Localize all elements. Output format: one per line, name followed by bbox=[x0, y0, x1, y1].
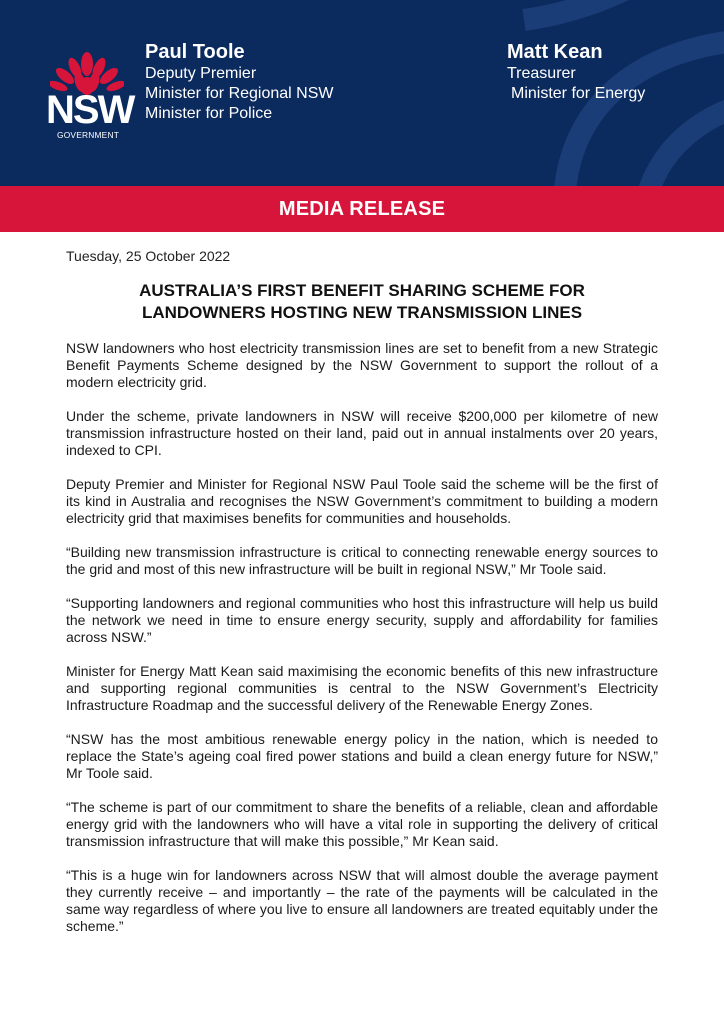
headline-line: AUSTRALIA’S FIRST BENEFIT SHARING SCHEME FOR bbox=[139, 281, 585, 300]
minister-role: Minister for Energy bbox=[511, 85, 646, 102]
body-paragraph: “This is a huge win for landowners across NSW that will almost double the average payment they currently receive – and importantly – the rate of the payments will be calculated in the same way regardless of where you live to ensure all landowners are treated equitably under the scheme.” bbox=[66, 867, 658, 934]
minister-role: Deputy Premier bbox=[145, 65, 257, 82]
body-paragraph: “Supporting landowners and regional communities who host this infrastructure will help us build the network we need in time to ensure energy security, supply and affordability for families across NSW.” bbox=[66, 595, 658, 645]
minister-role: Treasurer bbox=[507, 65, 576, 82]
minister-name: Paul Toole bbox=[145, 41, 245, 63]
body-paragraph: “The scheme is part of our commitment to share the benefits of a reliable, clean and affordable energy grid with the landowners who will have a vital role in supporting the delivery of critical transmission infrastructure that will make this possible,” Mr Kean said. bbox=[66, 799, 658, 849]
body-paragraph: “Building new transmission infrastructure is critical to connecting renewable energy sources to the grid and most of this new infrastructure will be built in regional NSW,” Mr Toole said. bbox=[66, 544, 658, 577]
media-release-band bbox=[0, 186, 724, 232]
minister-name: Matt Kean bbox=[507, 41, 603, 63]
logo-subtitle: GOVERNMENT bbox=[56, 130, 120, 140]
letterhead-header bbox=[0, 0, 724, 186]
minister-block-toole bbox=[145, 40, 334, 124]
body-paragraph: Minister for Energy Matt Kean said maximising the economic benefits of this new infrastructure and supporting regional communities is central to the NSW Government’s Electricity Infrastructure Roadmap and the successful delivery of the Renewable Energy Zones. bbox=[66, 663, 658, 713]
body-paragraph: “NSW has the most ambitious renewable energy policy in the nation, which is needed to replace the State’s ageing coal fired power stations and build a clean energy future for NSW,” Mr Toole said. bbox=[66, 731, 658, 781]
logo-wordmark: NSW bbox=[46, 88, 134, 132]
release-body bbox=[66, 340, 658, 952]
body-paragraph: Deputy Premier and Minister for Regional NSW Paul Toole said the scheme will be the first of its kind in Australia and recognises the NSW Government’s commitment to building a modern electricity grid that maximises benefits for communities and households. bbox=[66, 476, 658, 526]
minister-role: Minister for Regional NSW bbox=[145, 85, 334, 102]
minister-role: Minister for Police bbox=[145, 105, 273, 122]
body-paragraph: NSW landowners who host electricity transmission lines are set to benefit from a new Strategic Benefit Payments Scheme designed by the NSW Government to support the rollout of a modern electricity grid. bbox=[66, 340, 658, 390]
minister-block-kean bbox=[507, 40, 645, 104]
nsw-government-logo bbox=[46, 52, 134, 144]
media-release-title: MEDIA RELEASE bbox=[278, 197, 446, 220]
headline-line: LANDOWNERS HOSTING NEW TRANSMISSION LINES bbox=[141, 303, 583, 322]
body-paragraph: Under the scheme, private landowners in NSW will receive $200,000 per kilometre of new transmission infrastructure hosted on their land, paid out in annual instalments over 20 years, indexed to CPI. bbox=[66, 408, 658, 458]
release-date: Tuesday, 25 October 2022 bbox=[66, 248, 231, 264]
release-headline bbox=[66, 280, 658, 324]
